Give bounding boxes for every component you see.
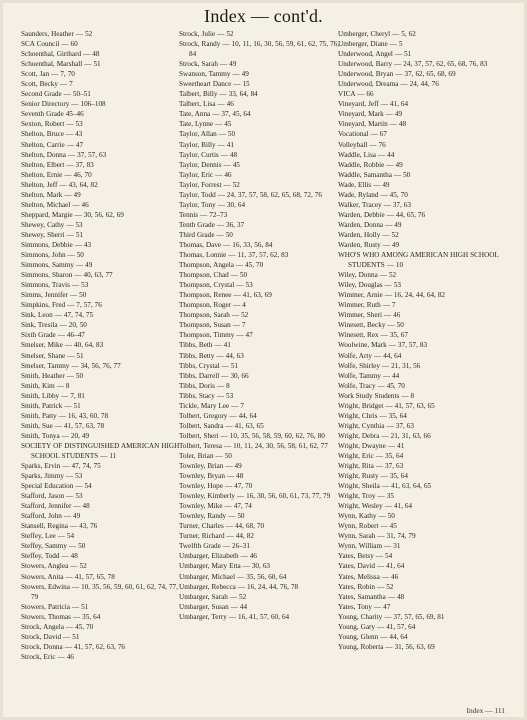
- index-entry: Simmons, Sharon — 40, 63, 77: [21, 271, 113, 280]
- index-entry: Saunders, Heather — 52: [21, 30, 93, 38]
- index-entry: Wimmer, Arnie — 16, 24, 44, 64, 82: [338, 291, 446, 300]
- index-entry: Thompson, Renee — 41, 63, 69: [179, 291, 272, 300]
- index-entry: Shelton, Carrie — 47: [21, 140, 84, 149]
- index-entry: WHO'S WHO AMONG AMERICAN HIGH SCHOOL STUDENTS — 10: [338, 251, 499, 270]
- index-entry: Sink, Tresila — 20, 50: [21, 321, 87, 330]
- index-entry: Yates, Robin — 52: [338, 582, 394, 591]
- index-entry: Tibbs, Betty — 44, 63: [179, 351, 244, 360]
- index-entry: Wolfe, Shirley — 21, 31, 56: [338, 361, 421, 370]
- index-entry: Strock, David — 51: [21, 632, 80, 641]
- index-entry: Steffey, Sammy — 50: [21, 542, 86, 551]
- index-entry: Tibbs, Beth — 41: [179, 341, 231, 350]
- index-entry: Umbarger, Michael — 35, 56, 60, 64: [179, 572, 287, 581]
- index-entry: Tickle, Mary Lee — 7: [179, 401, 245, 410]
- index-entry: Steffey, Lee — 54: [21, 532, 75, 541]
- index-entry: Umbarger, Sarah — 52: [179, 592, 247, 601]
- index-entry: Stansell, Regina — 43, 76: [21, 522, 98, 531]
- index-entry: Sparks, Ervin — 47, 74, 75: [21, 462, 101, 471]
- index-entry: Stafford, Jennifer — 48: [21, 502, 90, 511]
- index-entry: Young, Roberta — 31, 56, 63, 69: [338, 642, 435, 651]
- index-entry: Umberger, Diane — 5: [338, 40, 403, 49]
- index-entry: Waddle, Samantha — 50: [338, 170, 411, 179]
- index-entry: Stowers, Anglea — 52: [21, 562, 87, 571]
- index-entry: Smith, Patty — 16, 43, 60, 78: [21, 411, 109, 420]
- index-entry: Wolfe, Tammy — 44: [338, 371, 400, 380]
- index-entry: Tibbs, Crystal — 51: [179, 361, 239, 370]
- index-entry: Tibbs, Darrell — 30, 66: [179, 371, 249, 380]
- index-entry: Shelton, Ernie — 46, 70: [21, 170, 92, 179]
- index-entry: Taylor, Dennis — 45: [179, 160, 240, 169]
- index-entry: Thompson, Roger — 4: [179, 301, 246, 310]
- index-entry: Taylor, Todd — 24, 37, 57, 58, 62, 65, 68, 72, 76: [179, 190, 322, 199]
- index-entry: Waddle, Lisa — 44: [338, 150, 395, 159]
- index-entry: Shelton, Elbert — 37, 83: [21, 160, 94, 169]
- index-entry: Warden, Donna — 49: [338, 220, 402, 229]
- index-entry: Umbarger, Terry — 16, 41, 57, 60, 64: [179, 612, 290, 621]
- index-entry: Warden, Debbie — 44, 65, 76: [338, 210, 426, 219]
- index-entry: Wynn, Sarah — 31, 74, 79: [338, 532, 416, 541]
- index-entry: SOCIETY OF DISTINGUISHED AMERICAN HIGH SCHOOL STUDENTS — 11: [21, 441, 180, 460]
- index-entry: Wright, Troy — 35: [338, 492, 394, 501]
- index-entry: Schoenthal, Girthard — 48: [21, 50, 100, 59]
- index-entry: Tenth Grade — 36, 37: [179, 220, 245, 229]
- page-title: Index — cont'd.: [204, 6, 323, 26]
- index-entry: Stowers, Thomas — 35, 64: [21, 612, 101, 621]
- index-entry: Yates, Samantha — 48: [338, 592, 405, 601]
- index-entry: Yates, Tony — 47: [338, 602, 391, 611]
- index-entry: Stowers, Anita — 41, 57, 65, 78: [21, 572, 115, 581]
- index-entry: Schoenthal, Marshall — 51: [21, 60, 101, 69]
- index-entry: Taylor, Allan — 50: [179, 130, 236, 139]
- index-entry: Smelser, Tammy — 34, 56, 76, 77: [21, 361, 121, 370]
- index-entry: Underwood, Dreama — 24, 44, 76: [338, 80, 439, 89]
- index-entry: Townley, Kimberly — 16, 30, 56, 60, 61, 73, 77, 79: [179, 492, 331, 501]
- index-entry: Wiley, Donna — 52: [338, 271, 397, 280]
- index-entry: Strock, Angela — 45, 70: [21, 622, 94, 631]
- index-entry: Simmons, Debbie — 43: [21, 240, 92, 249]
- index-entry: Turner, Richard — 44, 82: [179, 532, 254, 541]
- index-entry: Wynn, Kathy — 50: [338, 512, 395, 521]
- index-entry: Special Education — 54: [21, 482, 92, 491]
- index-entry: Shelton, Bruce — 43: [21, 130, 83, 139]
- index-column-1: [21, 29, 186, 662]
- index-entry: Strock, Julie — 52: [179, 30, 234, 38]
- index-entry: Taylor, Curtis — 48: [179, 150, 238, 159]
- index-entry: Vineyard, Martin — 48: [338, 120, 407, 129]
- index-entry: Stafford, Jason — 53: [21, 492, 83, 501]
- index-entry: Umbarger, Elizabeth — 46: [179, 552, 258, 561]
- index-entry: Tibbs, Stacy — 53: [179, 391, 234, 400]
- index-entry: Smelser, Shane — 51: [21, 351, 84, 360]
- index-entry: Wimmer, Sheri — 46: [338, 311, 401, 320]
- index-entry: Smith, Sue — 41, 57, 63, 78: [21, 421, 105, 430]
- index-entry: Tolbert, Teresa — 10, 11, 24, 30, 56, 58, 61, 62, 77: [179, 441, 328, 450]
- index-entry: Smith, Kim — 8: [21, 381, 70, 390]
- index-entry: Stafford, John — 49: [21, 512, 81, 521]
- index-entry: Strock, Sarah — 49: [179, 60, 237, 69]
- index-entry: Taylor, Forrest — 52: [179, 180, 240, 189]
- index-entry: Shelton, Jeff — 43, 64, 82: [21, 180, 98, 189]
- index-entry: Smith, Libby — 7, 81: [21, 391, 85, 400]
- index-entry: Turner, Charles — 44, 68, 70: [179, 522, 265, 531]
- index-entry: Wright, Bridget — 41, 57, 63, 65: [338, 401, 435, 410]
- index-entry: Thompson, Crystal — 53: [179, 281, 253, 290]
- index-entry: Wright, Eric — 35, 64: [338, 451, 404, 460]
- index-entry: Taylor, Billy — 41: [179, 140, 234, 149]
- index-entry: Winesett, Rex — 35, 67: [338, 331, 408, 340]
- index-entry: Scott, Jan — 7, 70: [21, 70, 75, 79]
- index-entry: Third Grade — 50: [179, 230, 233, 239]
- index-entry: Tolbert, Sheri — 10, 35, 56, 58, 59, 60, 62, 76, 80: [179, 431, 325, 440]
- index-entry: Wright, Rita — 37, 63: [338, 462, 404, 471]
- index-entry: Wade, Ryland — 45, 70: [338, 190, 408, 199]
- index-entry: Thompson, Angela — 45, 70: [179, 261, 264, 270]
- index-entry: Tate, Anna — 37, 45, 64: [179, 110, 251, 119]
- index-entry: Taylor, Eric — 46: [179, 170, 232, 179]
- index-entry: Wynn, Robert — 45: [338, 522, 397, 531]
- index-entry: Thompson, Susan — 7: [179, 321, 246, 330]
- index-entry: Steffey, Todd — 48: [21, 552, 78, 561]
- index-entry: VICA — 66: [338, 90, 374, 99]
- index-entry: Taylor, Tony — 30, 64: [179, 200, 246, 209]
- index-entry: Wright, Wesley — 41, 64: [338, 502, 413, 511]
- index-entry: Thomas, Lonnie — 11, 37, 57, 62, 83: [179, 251, 289, 260]
- index-entry: Tennis — 72–73: [179, 210, 228, 219]
- index-entry: Simmons, John — 50: [21, 251, 84, 260]
- index-entry: Yates, Betsy — 54: [338, 552, 393, 561]
- index-entry: Wright, Dwayne — 41: [338, 441, 405, 450]
- index-entry: Simpkins, Fred — 7, 57, 76: [21, 301, 102, 310]
- index-entry: Sixth Grade — 46–47: [21, 331, 85, 340]
- index-entry: Underwood, Barry — 24, 37, 57, 62, 65, 68, 76, 83: [338, 60, 488, 69]
- index-entry: Woolwine, Mark — 37, 57, 83: [338, 341, 428, 350]
- index-entry: Wright, Chris — 35, 64: [338, 411, 407, 420]
- index-entry: Talbert, Billy — 33, 64, 84: [179, 90, 258, 99]
- index-entry: Seventh Grade 45–46: [21, 110, 84, 119]
- index-entry: Wiley, Douglas — 53: [338, 281, 401, 290]
- index-entry: Sparks, Jimmy — 53: [21, 472, 83, 481]
- index-entry: Umbarger, Mary Etta — 30, 63: [179, 562, 271, 571]
- index-entry: Twelfth Grade — 26–31: [179, 542, 250, 551]
- index-entry: Swanson, Tammy — 49: [179, 70, 249, 79]
- index-entry: Talbert, Lisa — 46: [179, 100, 234, 109]
- index-entry: Townley, Mike — 47, 74: [179, 502, 252, 511]
- index-entry: Waddle, Robbie — 49: [338, 160, 403, 169]
- index-entry: Tolbert, Sandra — 41, 63, 65: [179, 421, 264, 430]
- index-entry: Strock, Eric — 46: [21, 652, 74, 661]
- index-entry: Thomas, Dave — 16, 33, 56, 84: [179, 240, 273, 249]
- index-entry: Simmons, Sammy — 49: [21, 261, 93, 270]
- index-entry: Yates, Melissa — 46: [338, 572, 399, 581]
- index-entry: Strock, Randy — 10, 11, 16, 30, 56, 59, 61, 62, 75, 76, 84: [179, 40, 340, 59]
- index-entry: Underwood, Angel — 51: [338, 50, 412, 59]
- index-entry: Stowers, Edwina — 10, 35, 56, 59, 60, 61, 62, 74, 77, 79: [21, 582, 178, 601]
- index-entry: Wade, Ellis — 49: [338, 180, 390, 189]
- index-entry: Warden, Holly — 52: [338, 230, 399, 239]
- page-footer: Index — 111: [466, 706, 505, 715]
- index-column-2: [179, 29, 344, 622]
- index-entry: Thompson, Chad — 50: [179, 271, 248, 280]
- index-entry: Young, Gary — 41, 57, 64: [338, 622, 416, 631]
- index-entry: Second Grade — 50–51: [21, 90, 91, 99]
- index-entry: Warden, Rusty — 49: [338, 240, 400, 249]
- index-entry: Townley, Hope — 47, 70: [179, 482, 253, 491]
- index-entry: Thompson, Timmy — 47: [179, 331, 253, 340]
- index-entry: Sweetheart Dance — 15: [179, 80, 250, 89]
- index-entry: Thompson, Sarah — 52: [179, 311, 249, 320]
- index-entry: Wright, Cynthia — 37, 63: [338, 421, 414, 430]
- index-entry: Smith, Tonya — 20, 49: [21, 431, 90, 440]
- index-column-3: [338, 29, 510, 652]
- index-entry: Tate, Lynne — 45: [179, 120, 232, 129]
- index-entry: Smith, Patrick — 51: [21, 401, 81, 410]
- index-entry: Wolfe, Tracy — 45, 70: [338, 381, 405, 390]
- index-entry: Strock, Donna — 41, 57, 62, 63, 76: [21, 642, 126, 651]
- index-entry: Walker, Tracey — 37, 63: [338, 200, 411, 209]
- index-entry: Vocational — 67: [338, 130, 387, 139]
- index-entry: Wright, Sheila — 41, 63, 64, 65: [338, 482, 432, 491]
- index-entry: Simms, Jennifer — 50: [21, 291, 87, 300]
- index-entry: Sexton, Robert — 53: [21, 120, 83, 129]
- index-entry: Volleyball — 76: [338, 140, 386, 149]
- index-entry: Young, Glenn — 44, 64: [338, 632, 408, 641]
- index-entry: Vineyard, Jeff — 41, 64: [338, 100, 409, 109]
- index-entry: Townley, Brian — 49: [179, 462, 242, 471]
- index-entry: Sheppard, Margie — 30, 56, 62, 69: [21, 210, 124, 219]
- index-entry: SCA Council — 60: [21, 40, 78, 49]
- index-entry: Wynn, William — 31: [338, 542, 401, 551]
- index-entry: Yates, David — 41, 64: [338, 562, 405, 571]
- index-entry: Umbarger, Susan — 44: [179, 602, 248, 611]
- index-entry: Young, Charity — 37, 57, 65, 69, 81: [338, 612, 445, 621]
- index-entry: Stowers, Patricia — 51: [21, 602, 89, 611]
- index-entry: Shewey, Cathy — 53: [21, 220, 83, 229]
- index-entry: Shewey, Sherri — 51: [21, 230, 84, 239]
- index-entry: Underwood, Bryan — 37, 62, 65, 68, 69: [338, 70, 456, 79]
- index-entry: Toler, Brian — 50: [179, 451, 232, 460]
- index-entry: Scott, Becky — 7: [21, 80, 73, 89]
- index-entry: Shelton, Michael — 46: [21, 200, 89, 209]
- index-entry: Townley, Bryan — 48: [179, 472, 244, 481]
- index-entry: Townley, Randy — 50: [179, 512, 245, 521]
- index-entry: Tibbs, Doris — 8: [179, 381, 230, 390]
- index-entry: Wright, Rusty — 35, 64: [338, 472, 408, 481]
- index-entry: Work Study Students — 8: [338, 391, 415, 400]
- index-entry: Vineyard, Mark — 49: [338, 110, 403, 119]
- index-entry: Shelton, Mark — 49: [21, 190, 81, 199]
- index-entry: Smelser, Mike — 40, 64, 83: [21, 341, 104, 350]
- index-entry: Sink, Leon — 47, 74, 75: [21, 311, 94, 320]
- index-entry: Winesett, Becky — 50: [338, 321, 404, 330]
- index-entry: Shelton, Donna — 37, 57, 63: [21, 150, 107, 159]
- index-entry: Umberger, Cheryl — 5, 62: [338, 30, 416, 38]
- index-entry: Wright, Debra — 21, 31, 63, 66: [338, 431, 431, 440]
- index-entry: Senior Directory — 106–108: [21, 100, 106, 109]
- index-entry: Smith, Heather — 50: [21, 371, 84, 380]
- index-entry: Wolfe, Arty — 44, 64: [338, 351, 402, 360]
- index-entry: Simmons, Travis — 53: [21, 281, 89, 290]
- index-entry: Umbarger, Rebecca — 16, 24, 44, 76, 78: [179, 582, 299, 591]
- index-entry: Tolbert, Gregory — 44, 64: [179, 411, 257, 420]
- index-entry: Wimmer, Ruth — 7: [338, 301, 396, 310]
